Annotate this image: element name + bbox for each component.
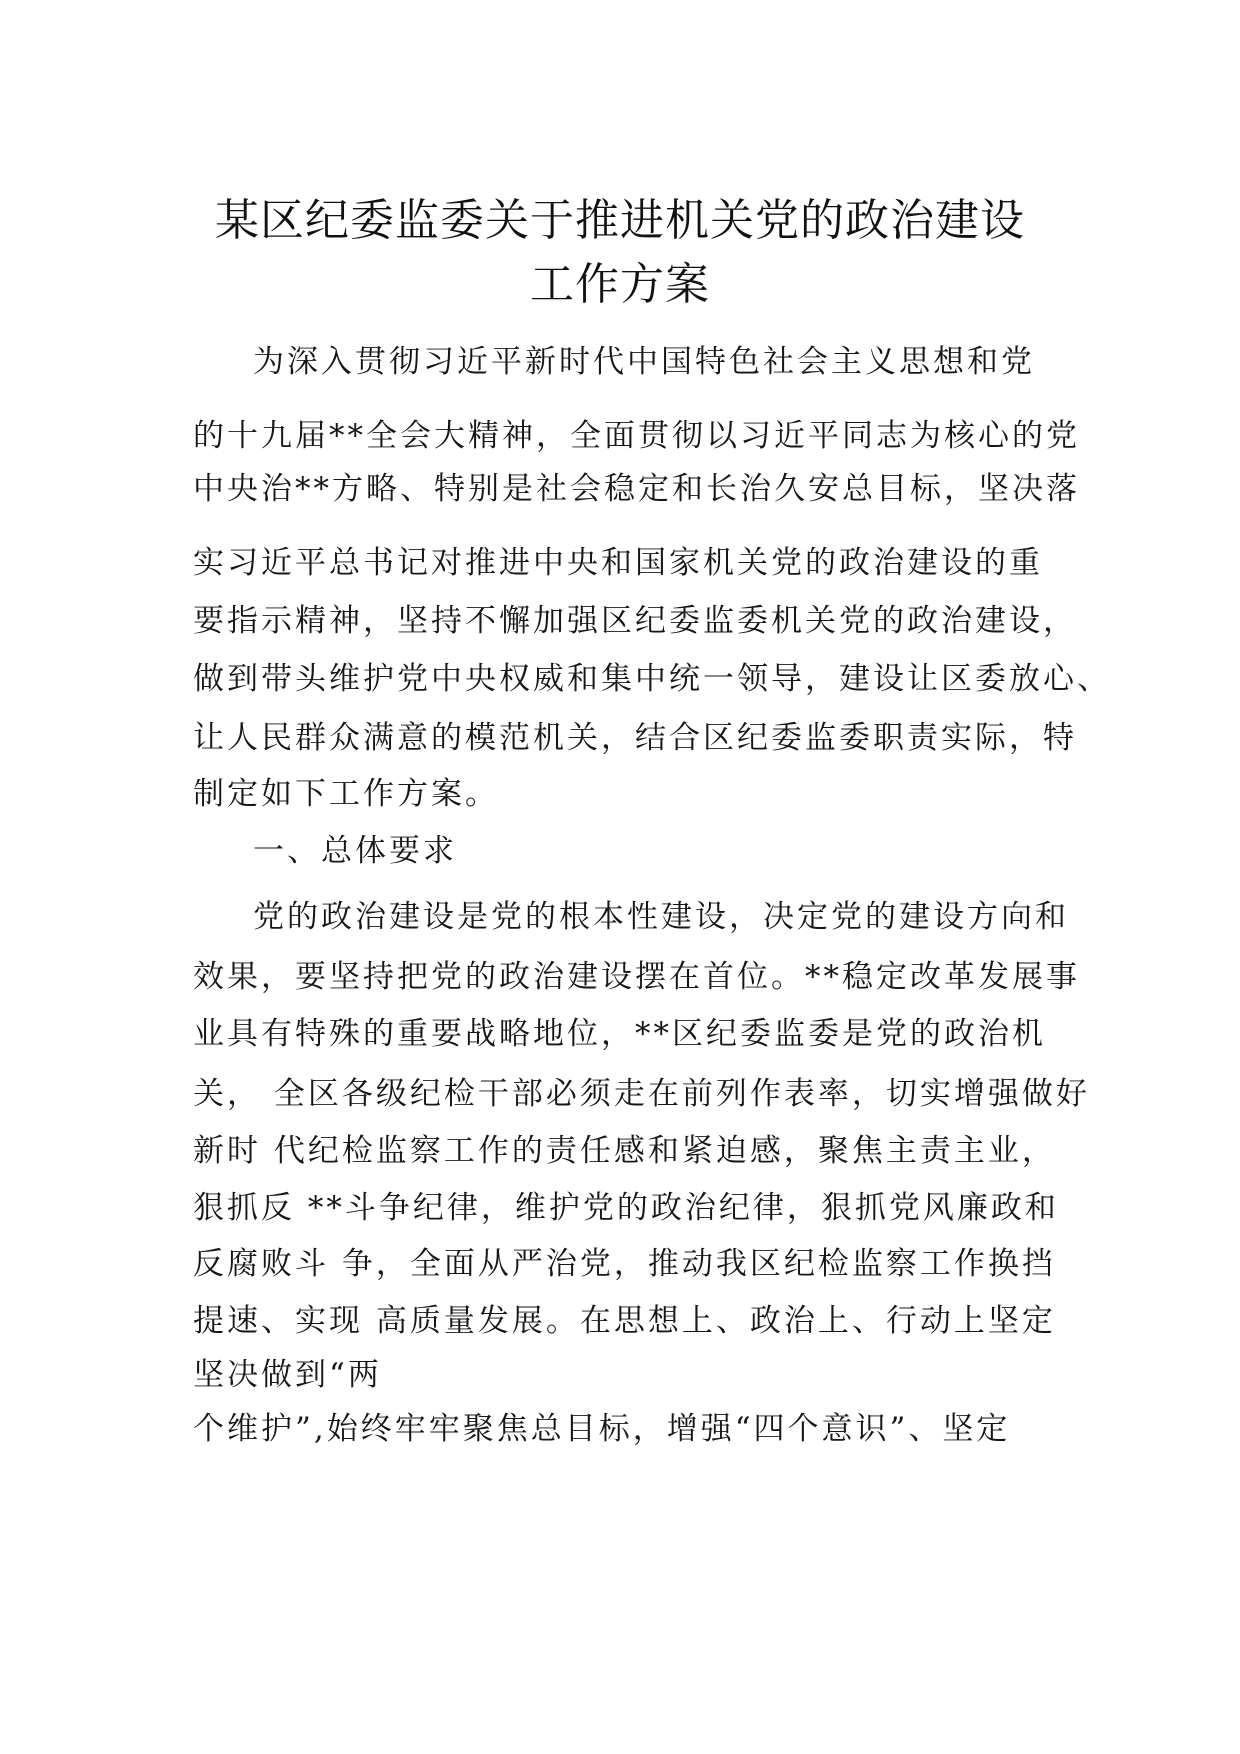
paragraph-line: 制定如下工作方案。 [193, 776, 499, 812]
paragraph-line: 效果，要坚持把党的政治建设摆在首位。**稳定改革发展事 [193, 959, 1080, 995]
paragraph-line: 坚决做到“两 [193, 1357, 382, 1393]
paragraph-line: 要指示精神，坚持不懈加强区纪委监委机关党的政治建设， [193, 603, 1077, 639]
paragraph-line: 的十九届**全会大精神，全面贯彻以习近平同志为核心的党 [193, 418, 1080, 454]
paragraph-line: 让人民群众满意的模范机关，结合区纪委监委职责实际，特 [193, 720, 1077, 756]
section-heading: 一、总体要求 [253, 833, 457, 869]
paragraph-line: 实习近平总书记对推进中央和国家机关党的政治建设的重 [193, 545, 1043, 581]
paragraph-line: 关， 全区各级纪检干部必须走在前列作表率，切实增强做好 [193, 1076, 1090, 1112]
paragraph-line: 狠抓反 **斗争纪律，维护党的政治纪律，狠抓党风廉政和 [193, 1190, 1059, 1226]
document-title-line-1: 某区纪委监委关于推进机关党的政治建设 [215, 195, 1025, 246]
paragraph-line: 党的政治建设是党的根本性建设，决定党的建设方向和 [253, 899, 1069, 935]
paragraph-line: 个维护”,始终牢牢聚焦总目标，增强“四个意识”、坚定 [193, 1411, 1011, 1447]
paragraph-line: 新时 代纪检监察工作的责任感和紧迫感，聚焦主责主业， [193, 1133, 1056, 1169]
paragraph-line: 为深入贯彻习近平新时代中国特色社会主义思想和党 [253, 344, 1035, 380]
paragraph-line: 中央治**方略、特别是社会稳定和长治久安总目标，坚决落 [193, 471, 1080, 507]
document-title-line-2: 工作方案 [530, 259, 710, 310]
paragraph-line: 反腐败斗 争，全面从严治党，推动我区纪检监察工作换挡 [193, 1246, 1056, 1282]
paragraph-line: 提速、实现 高质量发展。在思想上、政治上、行动上坚定 [193, 1303, 1056, 1339]
paragraph-line: 业具有特殊的重要战略地位，**区纪委监委是党的政治机 [193, 1016, 1046, 1052]
paragraph-line: 做到带头维护党中央权威和集中统一领导，建设让区委放心、 [193, 661, 1111, 697]
